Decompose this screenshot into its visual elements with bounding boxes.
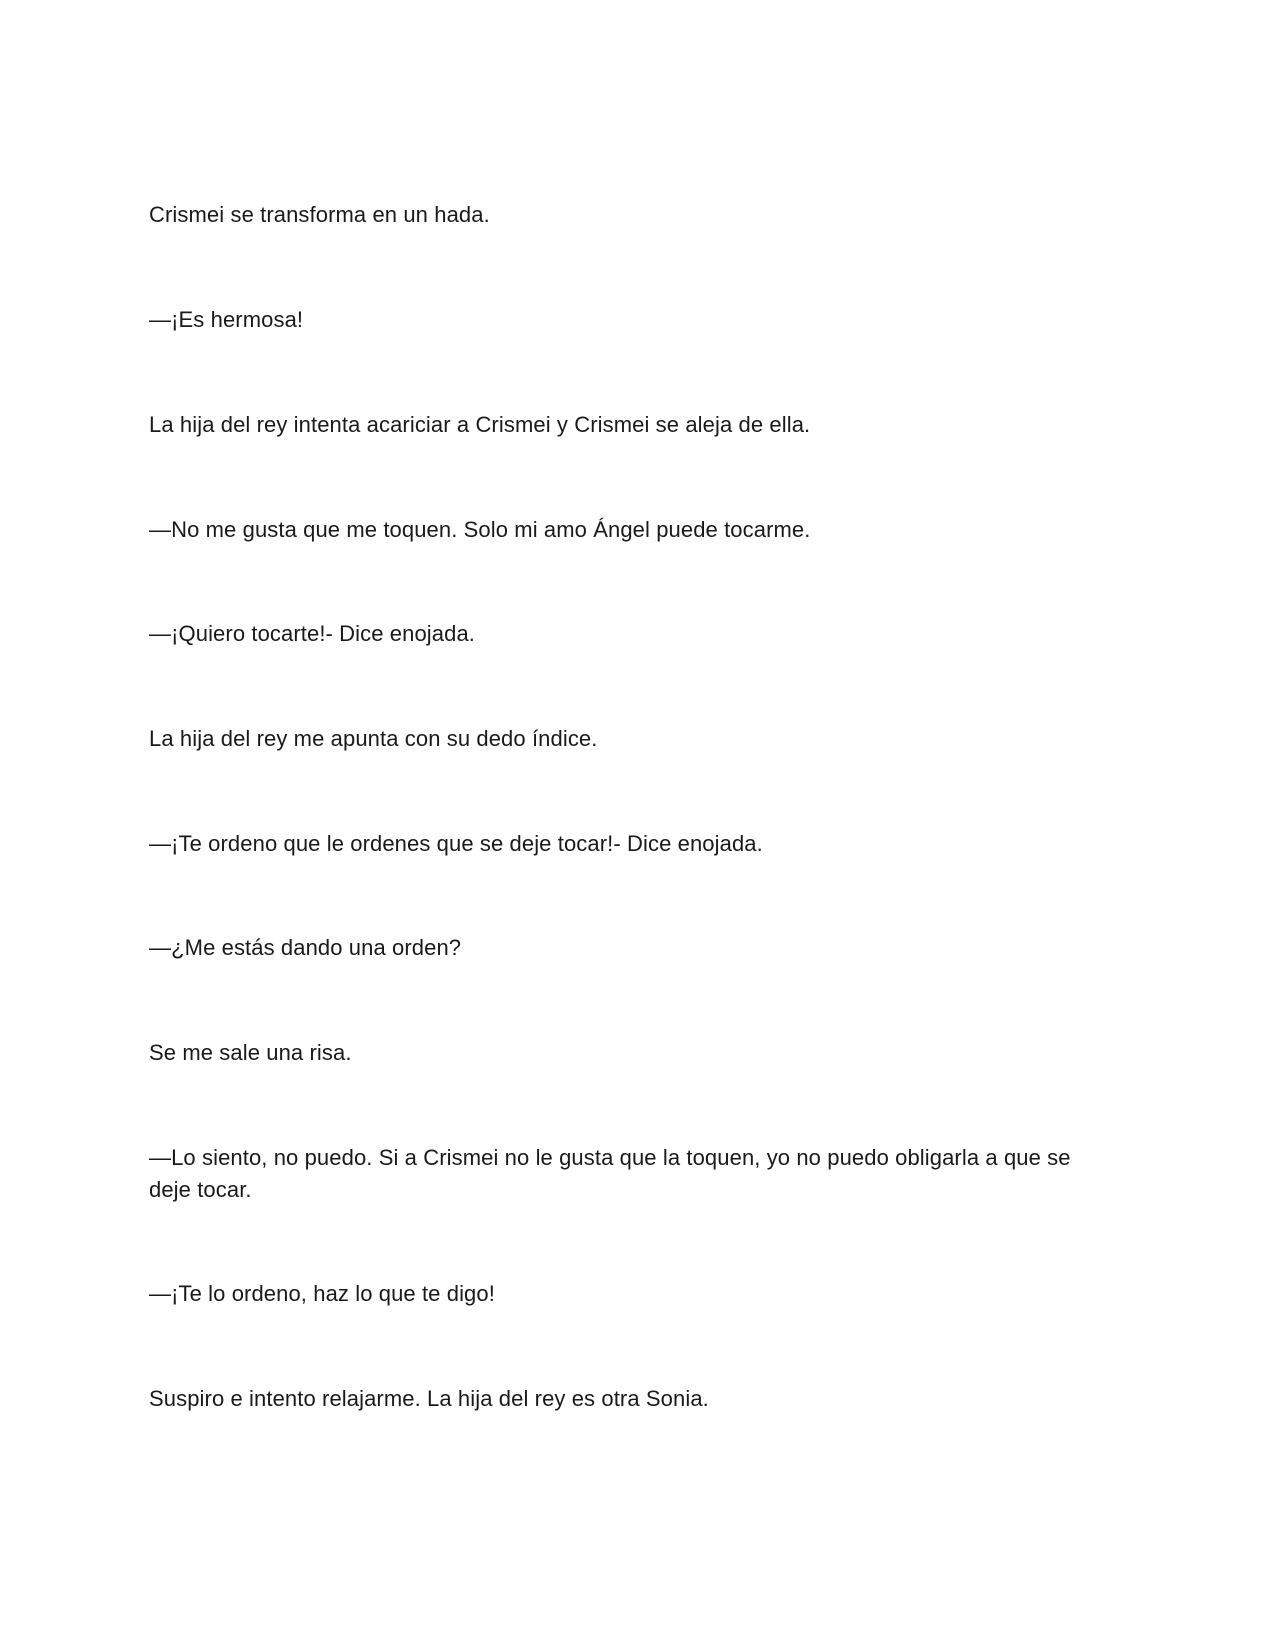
- paragraph-10: —Lo siento, no puedo. Si a Crismei no le gusta que la toquen, yo no puedo obligarla a que se deje tocar.: [149, 1145, 1071, 1202]
- paragraph-7: —¡Te ordeno que le ordenes que se deje tocar!- Dice enojada.: [149, 831, 763, 856]
- paragraph-4: —No me gusta que me toquen. Solo mi amo Ángel puede tocarme.: [149, 517, 811, 542]
- paragraph-8: —¿Me estás dando una orden?: [149, 935, 462, 960]
- paragraph-11: —¡Te lo ordeno, haz lo que te digo!: [149, 1281, 495, 1306]
- paragraph-9: Se me sale una risa.: [149, 1040, 352, 1065]
- paragraph-3: La hija del rey intenta acariciar a Crismei y Crismei se aleja de ella.: [149, 412, 811, 437]
- paragraph-5: —¡Quiero tocarte!- Dice enojada.: [149, 621, 476, 646]
- paragraph-1: Crismei se transforma en un hada.: [149, 202, 490, 227]
- paragraph-6: La hija del rey me apunta con su dedo índice.: [149, 726, 598, 751]
- paragraph-12: Suspiro e intento relajarme. La hija del rey es otra Sonia.: [149, 1386, 709, 1411]
- paragraph-2: —¡Es hermosa!: [149, 307, 304, 332]
